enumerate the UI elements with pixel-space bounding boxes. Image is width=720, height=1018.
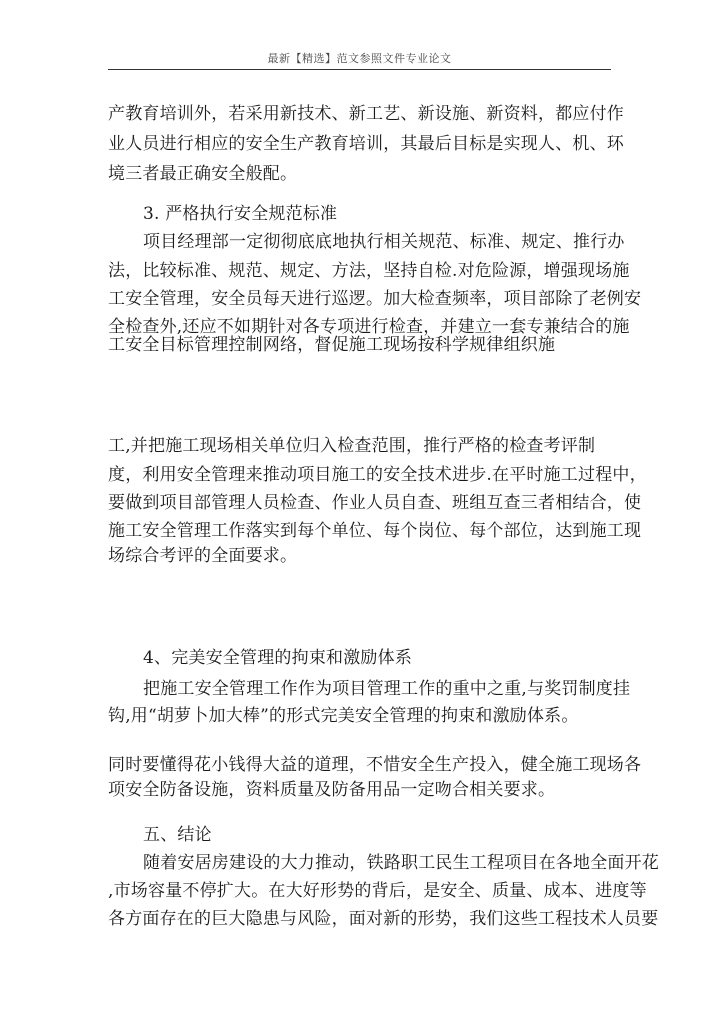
text-line: 各方面存在的巨大隐患与风险，面对新的形势，我们这些工程技术人员要 [108,909,659,929]
text-line: 工安全目标管理控制网络，督促施工现场按科学规律组织施 [108,335,556,355]
text-line: 项目经理部一定彻彻底底地执行相关规范、标准、规定、推行办 [143,232,625,252]
text-line: ,市场容量不停扩大。在大好形势的背后，是安全、质量、成本、进度等 [108,881,647,901]
text-line: 度，利用安全管理来推动项目施工的安全技术进步.在平时施工过程中， [108,465,647,485]
text-line: 项安全防备设施，资料质量及防备用品一定吻合相关要求。 [108,780,556,800]
text-line: 业人员进行相应的安全生产教育培训，其最后目标是实现人、机、环 [108,134,624,154]
section-heading: 3. 严格执行安全规范标准 [143,204,338,224]
page-header [108,47,611,70]
text-line: 境三者最正确安全般配。 [108,164,298,184]
text-line: 要做到项目部管理人员检查、作业人员自查、班组互查三者相结合，使 [108,493,642,513]
text-line: 钩,用“胡萝卜加大棒”的形式完美安全管理的拘束和激励体系。 [108,706,579,726]
text-line: 把施工安全管理工作作为项目管理工作的重中之重,与奖罚制度挂 [143,679,631,699]
text-line: 场综合考评的全面要求。 [108,546,298,566]
text-line: 工安全管理，安全员每天进行巡逻。加大检查频率，项目部除了老例安 [108,289,642,309]
section-heading: 4、完美安全管理的拘束和激励体系 [143,648,413,668]
text-line: 法，比较标准、规范、规定、方法，坚持自检.对危险源，增强现场施 [108,261,630,281]
text-line: 同时要懂得花小钱得大益的道理，不惜安全生产投入，健全施工现场各 [108,755,642,775]
text-line: 施工安全管理工作落实到每个单位、每个岗位、每个部位，达到施工现 [108,521,642,541]
text-line: 随着安居房建设的大力推动，铁路职工民生工程项目在各地全面开花 [143,853,659,873]
text-line: 工,并把施工现场相关单位归入检查范围，推行严格的检查考评制 [108,436,596,456]
section-heading: 五、结论 [143,825,212,845]
text-line: 全检查外,还应不如期针对各专项进行检查，并建立一套专兼结合的施 [108,317,630,337]
text-line: 产教育培训外，若采用新技术、新工艺、新设施、新资料，都应付作 [108,104,624,124]
header-text: 最新【精选】范文参照文件专业论文 [267,52,452,65]
